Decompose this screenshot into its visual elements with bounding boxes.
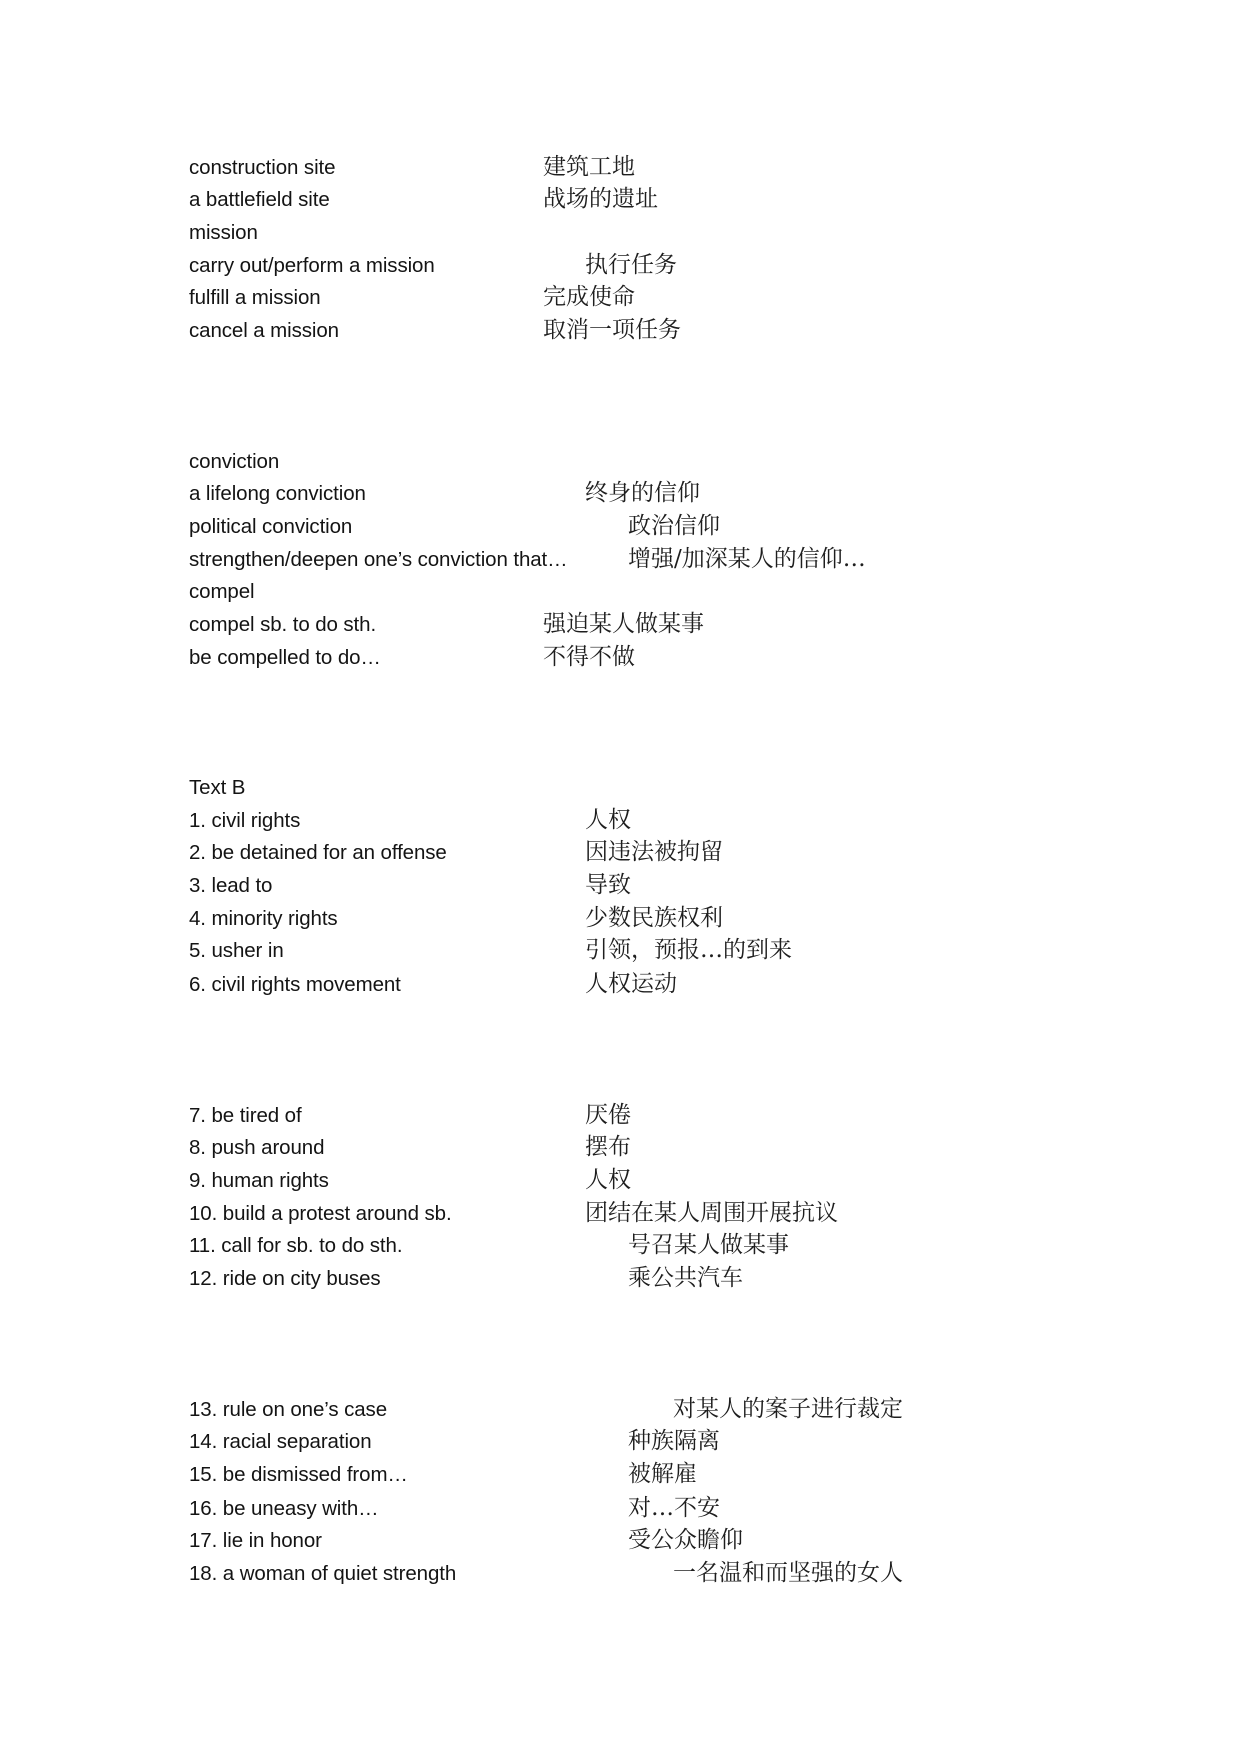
english-term: 12. ride on city buses bbox=[189, 1267, 381, 1290]
english-term: 5. usher in bbox=[189, 939, 284, 962]
vocab-line bbox=[0, 1396, 1241, 1424]
vocab-line bbox=[0, 1527, 1241, 1555]
chinese-translation: 建筑工地 bbox=[543, 154, 635, 180]
vocab-line bbox=[0, 252, 1241, 280]
vocab-line bbox=[0, 1134, 1241, 1162]
english-term: carry out/perform a mission bbox=[189, 254, 435, 277]
vocab-line bbox=[0, 1461, 1241, 1489]
chinese-translation: 导致 bbox=[585, 872, 631, 898]
chinese-translation: 对某人的案子进行裁定 bbox=[673, 1396, 903, 1422]
chinese-translation: 不得不做 bbox=[543, 644, 635, 670]
english-term: 11. call for sb. to do sth. bbox=[189, 1234, 403, 1257]
chinese-translation: 引领，预报…的到来 bbox=[585, 937, 792, 963]
english-term: 9. human rights bbox=[189, 1169, 329, 1192]
chinese-translation: 取消一项任务 bbox=[543, 317, 681, 343]
english-term: 7. be tired of bbox=[189, 1104, 302, 1127]
chinese-translation: 乘公共汽车 bbox=[628, 1265, 743, 1291]
vocab-line bbox=[0, 905, 1241, 933]
vocab-line bbox=[0, 611, 1241, 639]
vocab-line bbox=[0, 872, 1241, 900]
chinese-translation: 战场的遗址 bbox=[543, 186, 658, 212]
english-term: 10. build a protest around sb. bbox=[189, 1202, 452, 1225]
vocab-line bbox=[0, 1200, 1241, 1228]
chinese-translation: 受公众瞻仰 bbox=[628, 1527, 743, 1553]
chinese-translation: 人权 bbox=[585, 807, 631, 833]
chinese-translation: 一名温和而坚强的女人 bbox=[673, 1560, 903, 1586]
chinese-translation: 人权 bbox=[585, 1167, 631, 1193]
vocab-line bbox=[0, 284, 1241, 312]
vocab-line bbox=[0, 839, 1241, 867]
chinese-translation: 少数民族权利 bbox=[585, 905, 723, 931]
english-term: 6. civil rights movement bbox=[189, 973, 401, 996]
english-term: 13. rule on one’s case bbox=[189, 1398, 388, 1421]
vocab-heading-line bbox=[0, 448, 1241, 476]
english-term: 16. be uneasy with… bbox=[189, 1497, 379, 1520]
vocab-line bbox=[0, 644, 1241, 672]
vocab-line bbox=[0, 937, 1241, 965]
english-term: 3. lead to bbox=[189, 874, 273, 897]
english-term: be compelled to do… bbox=[189, 646, 381, 669]
english-term: 14. racial separation bbox=[189, 1430, 372, 1453]
english-term: a lifelong conviction bbox=[189, 482, 366, 505]
chinese-translation: 号召某人做某事 bbox=[628, 1232, 789, 1258]
chinese-translation: 被解雇 bbox=[628, 1461, 697, 1487]
vocab-line bbox=[0, 1265, 1241, 1293]
vocab-line bbox=[0, 1495, 1241, 1523]
vocab-line bbox=[0, 546, 1241, 574]
english-term: 18. a woman of quiet strength bbox=[189, 1562, 457, 1585]
english-term: fulfill a mission bbox=[189, 286, 321, 309]
vocab-line bbox=[0, 1167, 1241, 1195]
vocab-heading-line bbox=[0, 578, 1241, 606]
english-term: 2. be detained for an offense bbox=[189, 841, 447, 864]
vocab-line bbox=[0, 480, 1241, 508]
vocab-line bbox=[0, 154, 1241, 182]
english-term: political conviction bbox=[189, 515, 353, 538]
english-term: 15. be dismissed from… bbox=[189, 1463, 408, 1486]
section-heading bbox=[0, 774, 1241, 802]
chinese-translation: 人权运动 bbox=[585, 971, 677, 997]
chinese-translation: 因违法被拘留 bbox=[585, 839, 723, 865]
chinese-translation: 摆布 bbox=[585, 1134, 631, 1160]
chinese-translation: 完成使命 bbox=[543, 284, 635, 310]
section-title: Text B bbox=[189, 776, 246, 799]
vocab-line bbox=[0, 1428, 1241, 1456]
english-term: strengthen/deepen one’s conviction that… bbox=[189, 548, 568, 571]
vocab-line bbox=[0, 1232, 1241, 1260]
chinese-translation: 执行任务 bbox=[585, 252, 677, 278]
vocab-line bbox=[0, 971, 1241, 999]
chinese-translation: 种族隔离 bbox=[628, 1428, 720, 1454]
vocab-line bbox=[0, 186, 1241, 214]
chinese-translation: 终身的信仰 bbox=[585, 480, 700, 506]
vocab-line bbox=[0, 513, 1241, 541]
english-term: compel sb. to do sth. bbox=[189, 613, 377, 636]
vocab-heading-line bbox=[0, 219, 1241, 247]
vocab-line bbox=[0, 1102, 1241, 1130]
english-term: construction site bbox=[189, 156, 336, 179]
english-term: cancel a mission bbox=[189, 319, 339, 342]
english-term: 4. minority rights bbox=[189, 907, 338, 930]
english-term: 17. lie in honor bbox=[189, 1529, 322, 1552]
vocab-line bbox=[0, 317, 1241, 345]
chinese-translation: 对…不安 bbox=[628, 1495, 720, 1521]
english-term: a battlefield site bbox=[189, 188, 330, 211]
vocab-line bbox=[0, 807, 1241, 835]
english-term: 8. push around bbox=[189, 1136, 325, 1159]
vocab-line bbox=[0, 1560, 1241, 1588]
headword: conviction bbox=[189, 450, 280, 473]
english-term: 1. civil rights bbox=[189, 809, 301, 832]
chinese-translation: 增强/加深某人的信仰… bbox=[628, 546, 866, 572]
chinese-translation: 团结在某人周围开展抗议 bbox=[585, 1200, 838, 1226]
headword: mission bbox=[189, 221, 258, 244]
chinese-translation: 厌倦 bbox=[585, 1102, 631, 1128]
headword: compel bbox=[189, 580, 255, 603]
chinese-translation: 政治信仰 bbox=[628, 513, 720, 539]
chinese-translation: 强迫某人做某事 bbox=[543, 611, 704, 637]
